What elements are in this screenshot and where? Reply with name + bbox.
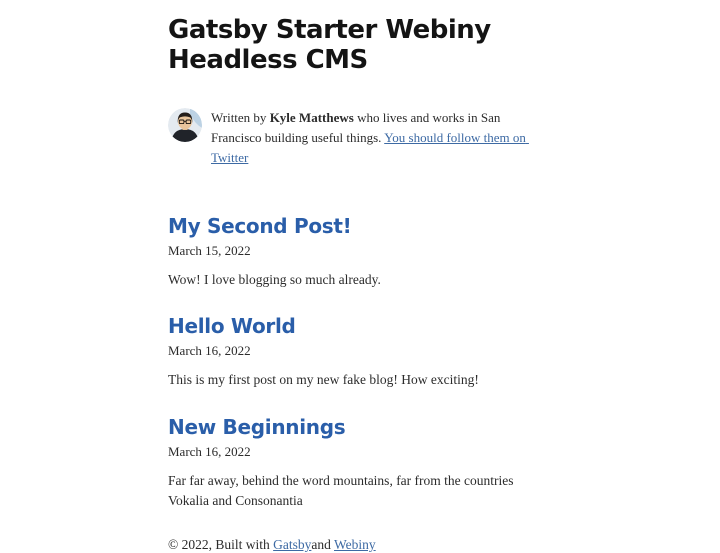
bio-description: who lives and works in San Francisco building useful things. <box>211 109 504 145</box>
post-date: March 16, 2022 <box>168 343 251 359</box>
bio-prefix: Written by <box>211 109 270 125</box>
post-date: March 16, 2022 <box>168 443 251 459</box>
footer-conjunction: and <box>311 537 335 553</box>
bio-author-name: Kyle Matthews <box>269 109 354 125</box>
footer-prefix: © 2022, Built with <box>168 537 274 553</box>
post-excerpt: Far far away, behind the word mountains, far from the countries Vokalia and Consonantia <box>168 472 514 508</box>
post-excerpt: This is my first post on my new fake blog! How exciting! <box>168 372 479 388</box>
post-list-item <box>168 415 552 512</box>
author-avatar-icon <box>168 108 202 142</box>
gatsby-link[interactable]: Gatsby <box>273 537 312 553</box>
post-title-link[interactable]: New Beginnings <box>168 414 346 439</box>
post-title <box>168 415 552 439</box>
post-excerpt: Wow! I love blogging so much already. <box>168 272 381 288</box>
post-list-item <box>168 214 552 290</box>
author-bio <box>168 108 552 168</box>
webiny-link[interactable]: Webiny <box>334 537 376 553</box>
post-title-link[interactable]: My Second Post! <box>168 214 352 239</box>
post-title <box>168 214 552 238</box>
post-list-item <box>168 314 552 390</box>
twitter-follow-link[interactable]: You should follow them on Twitter <box>211 129 529 166</box>
post-title <box>168 314 552 338</box>
post-title-link[interactable]: Hello World <box>168 314 296 339</box>
post-date: March 15, 2022 <box>168 243 251 259</box>
bio-text <box>211 108 552 168</box>
blog-home-page <box>168 0 552 553</box>
site-title: Gatsby Starter Webiny Headless CMS <box>168 15 491 75</box>
